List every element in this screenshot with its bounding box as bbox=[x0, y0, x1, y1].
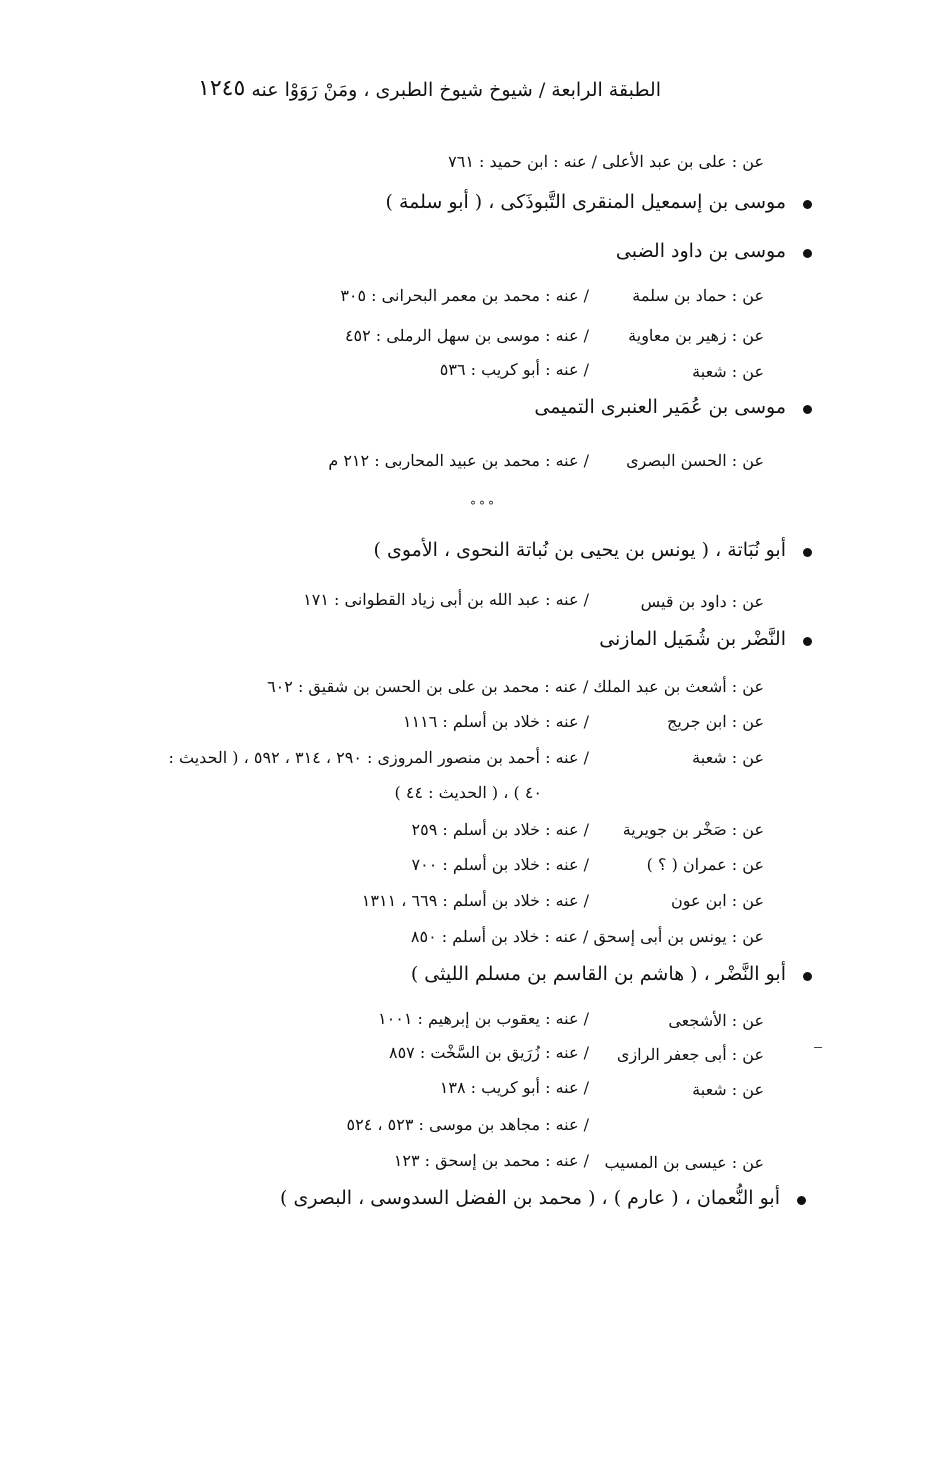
narrator-heading: أبو نُبَاتة ، ( يونس بن يحيى بن نُباتة النحوى ، الأموى ) bbox=[373, 539, 786, 561]
section-separator: °°° bbox=[470, 499, 497, 513]
teacher-cell: عن : ابن عون bbox=[670, 891, 764, 910]
stray-mark bbox=[814, 1047, 822, 1048]
student-cell: / عنه : عبد الله بن أبى زياد القطوانى : ١٧١ bbox=[303, 590, 589, 609]
teacher-cell: عن : الحسن البصرى bbox=[626, 451, 764, 470]
teacher-cell: عن : أبى جعفر الرازى bbox=[616, 1045, 764, 1064]
student-cell: / عنه : زُرَيق بن السَّخْت : ٨٥٧ bbox=[388, 1043, 589, 1062]
teacher-cell: عن : شعبة bbox=[692, 748, 764, 767]
student-cell: / عنه : خلاد بن أسلم : ٢٥٩ bbox=[411, 820, 589, 839]
narrator-heading: أبو النُّعمان ، ( عارم ) ، ( محمد بن الفضل السدوسى ، البصرى ) bbox=[280, 1187, 780, 1209]
teacher-cell: عن : ابن جريج bbox=[667, 712, 764, 731]
teacher-cell: عن : شعبة bbox=[692, 362, 764, 381]
student-cell: / عنه : محمد بن إسحق : ١٢٣ bbox=[393, 1151, 589, 1170]
student-cell: / عنه : خلاد بن أسلم : ٦٦٩ ، ١٣١١ bbox=[361, 891, 589, 910]
bullet-icon bbox=[797, 1196, 806, 1205]
teacher-cell: عن : زهير بن معاوية bbox=[628, 326, 764, 345]
student-cell: / عنه : مجاهد بن موسى : ٥٢٣ ، ٥٢٤ bbox=[346, 1115, 589, 1134]
teacher-cell: عن : الأشجعى bbox=[668, 1011, 764, 1030]
bullet-icon bbox=[803, 548, 812, 557]
narration-line: عن : يونس بن أبى إسحق / عنه : خلاد بن أسلم : ٨٥٠ bbox=[410, 927, 764, 946]
student-cell: / عنه : أبو كريب : ٥٣٦ bbox=[439, 360, 589, 379]
narrator-heading: موسى بن إسمعيل المنقرى التَّبوذَكى ، ( أبو سلمة ) bbox=[385, 191, 786, 213]
narrator-heading: موسى بن داود الضبى bbox=[615, 240, 786, 262]
student-cell: / عنه : أبو كريب : ١٣٨ bbox=[439, 1078, 589, 1097]
bullet-icon bbox=[803, 200, 812, 209]
narration-line: عن : على بن عبد الأعلى / عنه : ابن حميد : ٧٦١ bbox=[448, 152, 764, 171]
student-cell: / عنه : خلاد بن أسلم : ١١١٦ bbox=[402, 712, 589, 731]
bullet-icon bbox=[803, 972, 812, 981]
teacher-cell: عن : صَخْر بن جويرية bbox=[622, 820, 764, 839]
narrator-heading: النَّضْر بن شُمَيل المازنى bbox=[599, 628, 786, 650]
student-cell: / عنه : موسى بن سهل الرملى : ٤٥٢ bbox=[344, 326, 589, 345]
narrator-heading: أبو النَّضْر ، ( هاشم بن القاسم بن مسلم الليثى ) bbox=[410, 963, 786, 985]
student-cell: / عنه : محمد بن عبيد المحاربى : ٢١٢ م bbox=[328, 451, 589, 470]
page-number: ١٢٤٥ bbox=[198, 76, 246, 101]
student-cell: / عنه : يعقوب بن إبرهيم : ١٠٠١ bbox=[378, 1009, 589, 1028]
bullet-icon bbox=[803, 405, 812, 414]
student-cell-continuation: ٤٠ ) ، ( الحديث : ٤٤ ) bbox=[394, 783, 542, 802]
teacher-cell: عن : شعبة bbox=[692, 1080, 764, 1099]
teacher-cell: عن : داود بن قيس bbox=[640, 592, 764, 611]
bullet-icon bbox=[803, 637, 812, 646]
narration-line: عن : أشعث بن عبد الملك / عنه : محمد بن على بن الحسن بن شقيق : ٦٠٢ bbox=[267, 677, 764, 696]
teacher-cell: عن : عيسى بن المسيب bbox=[604, 1153, 764, 1172]
teacher-cell: عن : عمران ( ؟ ) bbox=[646, 855, 764, 874]
student-cell: / عنه : خلاد بن أسلم : ٧٠٠ bbox=[411, 855, 589, 874]
bullet-icon bbox=[803, 249, 812, 258]
student-cell: / عنه : أحمد بن منصور المروزى : ٢٩٠ ، ٣١٤ ، ٥٩٢ ، ( الحديث : bbox=[168, 748, 589, 767]
student-cell: / عنه : محمد بن معمر البحرانى : ٣٠٥ bbox=[340, 286, 589, 305]
running-header-title: الطبقة الرابعة / شيوخ شيوخ الطبرى ، ومَنْ رَوَوْا عنه bbox=[251, 79, 661, 101]
teacher-cell: عن : حماد بن سلمة bbox=[632, 286, 764, 305]
narrator-heading: موسى بن عُمَير العنبرى التميمى bbox=[534, 396, 786, 418]
